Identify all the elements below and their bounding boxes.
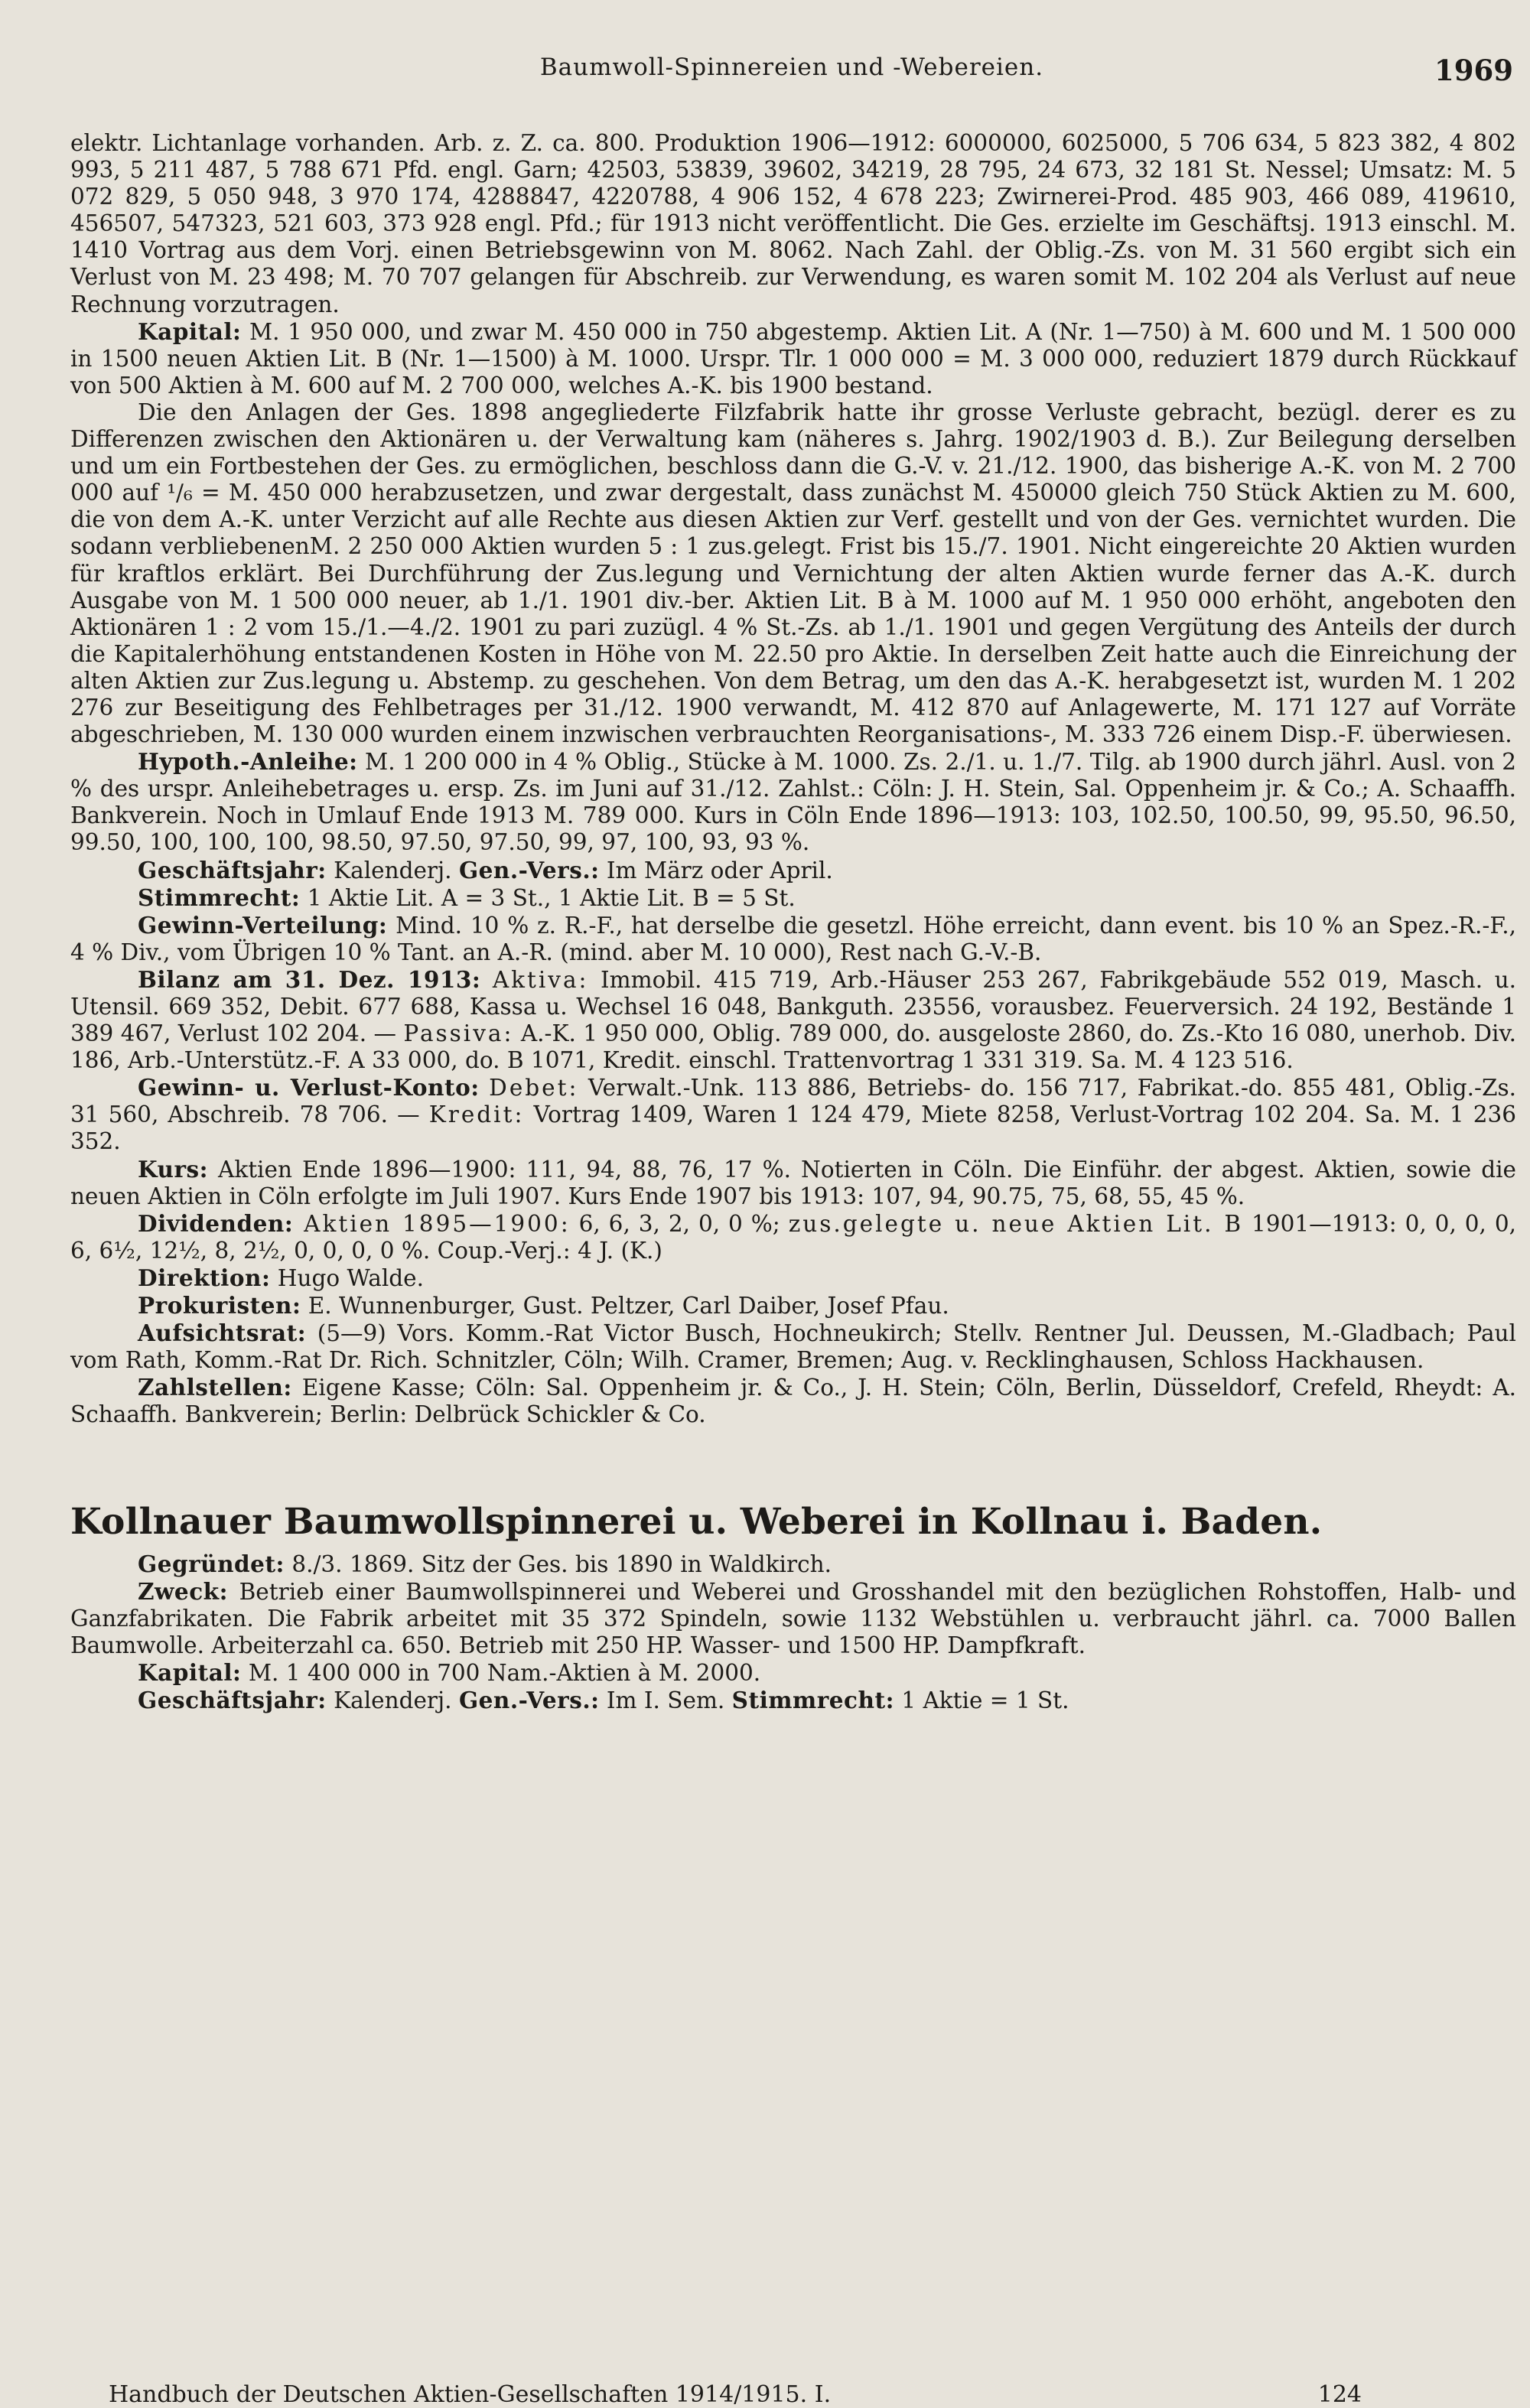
entry-paragraph-direktion	[70, 1264, 1516, 1292]
entry-paragraph-history	[70, 399, 1516, 748]
kapital-label: Kapital:	[138, 317, 242, 345]
zweck-text: Betrieb einer Baumwollspinnerei und Weberei und Grosshandel mit den bezüglichen Rohstoffen, Halb- und Ganzfabrikaten. Die Fabrik arbeitet mit 35 372 Spindeln, sowie 1132 Webstühlen u. verbraucht jährl. ca. 7000 Ballen Baumwolle. Arbeiterzahl ca. 650. Betrieb mit 250 HP. Wasser- und 1500 HP. Dampfkraft.	[70, 1578, 1516, 1658]
gegruendet-text: 8./3. 1869. Sitz der Ges. bis 1890 in Waldkirch.	[284, 1551, 832, 1577]
hypoth-label: Hypoth.-Anleihe:	[138, 748, 358, 776]
zahlstellen-label: Zahlstellen:	[138, 1374, 292, 1401]
entry-paragraph-gewinnverteilung	[70, 912, 1516, 966]
dividenden-label: Dividenden:	[138, 1209, 294, 1237]
entry-paragraph-geschaeftsjahr	[70, 857, 1516, 884]
kapital-2-label: Kapital:	[138, 1658, 242, 1686]
direktion-text: Hugo Walde.	[270, 1264, 425, 1291]
entry-paragraph-geschaeftsjahr-2	[70, 1687, 1516, 1714]
guv-debet-text: Verwalt.-Unk. 113 886, Betriebs- do. 156 717, Fabrikat.-do. 855 481, Oblig.-Zs. 31 560, Abschreib. 78 706. —	[70, 1075, 1516, 1128]
zahlstellen-text: Eigene Kasse; Cöln: Sal. Oppenheim jr. & Co., J. H. Stein; Cöln, Berlin, Düsseldorf, Crefeld, Rheydt: A. Schaaffh. Bankverein; Berlin: Delbrück Schickler & Co.	[70, 1375, 1516, 1428]
page-number: 1969	[1434, 54, 1513, 87]
entry-paragraph-dividenden	[70, 1210, 1516, 1264]
geschaeftsjahr-2-label: Geschäftsjahr:	[138, 1686, 327, 1713]
hypoth-text: M. 1 200 000 in 4 % Oblig., Stücke à M. 1000. Zs. 2./1. u. 1./7. Tilg. ab 1900 durch jährl. Ausl. von 2 % des urspr. Anleihebetrages u. ersp. Zs. im Juni auf 31./12. Zahlst.: Cöln: J. H. Stein, Sal. Oppenheim jr. & Co.; A. Schaaffh. Bankverein. Noch in Umlauf Ende 1913 M. 789 000. Kurs in Cöln Ende 1896—1913: 103, 102.50, 100.50, 99, 95.50, 96.50, 99.50, 100, 100, 100, 98.50, 97.50, 97.50, 99, 97, 100, 93, 93 %.	[70, 749, 1516, 856]
entry-paragraph-zahlstellen	[70, 1374, 1516, 1428]
stimmrecht-2-label: Stimmrecht:	[731, 1686, 894, 1713]
aufsichtsrat-text: (5—9) Vors. Komm.-Rat Victor Busch, Hochneukirch; Stellv. Rentner Jul. Deussen, M.-Gladbach; Paul vom Rath, Komm.-Rat Dr. Rich. Schnitzler, Cöln; Wilh. Cramer, Bremen; Aug. v. Recklinghausen, Schloss Hackhausen.	[70, 1320, 1516, 1374]
footer-source: Handbuch der Deutschen Aktien-Gesellschaften 1914/1915. I.	[109, 2381, 832, 2408]
dividenden-values-1: 6, 6, 3, 2, 0, 0 %;	[570, 1210, 789, 1237]
production-text: elektr. Lichtanlage vorhanden. Arb. z. Z. ca. 800. Produktion 1906—1912: 6000000, 6025000, 5 706 634, 5 823 382, 4 802 993, 5 211 487, 5 788 671 Pfd. engl. Garn; 42503, 53839, 39602, 34219, 28 795, 24 673, 32 181 St. Nessel; Umsatz: M. 5 072 829, 5 050 948, 3 970 174, 4288847, 4220788, 4 906 152, 4 678 223; Zwirnerei-Prod. 485 903, 466 089, 419610, 456507, 547323, 521 603, 373 928 engl. Pfd.; für 1913 nicht veröffentlicht. Die Ges. erzielte im Geschäftsj. 1913 einschl. M. 1410 Vortrag aus dem Vorj. einen Betriebsgewinn von M. 8062. Nach Zahl. der Oblig.-Zs. von M. 31 560 ergibt sich ein Verlust von M. 23 498; M. 70 707 gelangen für Abschreib. zur Verwendung, es waren somit M. 102 204 als Verlust auf neue Rechnung vorzutragen.	[70, 130, 1516, 317]
entry-paragraph-production	[70, 130, 1516, 318]
bilanz-aktiva-text: Immobil. 415 719, Arb.-Häuser 253 267, Fabrikgebäude 552 019, Masch. u. Utensil. 669 352, Debit. 677 688, Kassa u. Wechsel 16 048, Bankguth. 23556, vorausbez. Feuerversich. 24 192, Bestände 1 389 467, Verlust 102 204. —	[70, 966, 1516, 1047]
geschaeftsjahr-text: Kalenderj.	[326, 857, 459, 883]
page-footer	[109, 2381, 1362, 2408]
entry-paragraph-bilanz	[70, 966, 1516, 1074]
page-header	[70, 54, 1513, 87]
history-text: Die den Anlagen der Ges. 1898 angegliederte Filzfabrik hatte ihr grosse Verluste gebracht, bezügl. derer es zu Differenzen zwischen den Aktionären u. der Verwaltung kam (näheres s. Jahrg. 1902/1903 d. B.). Zur Beilegung derselben und um ein Fortbestehen der Ges. zu ermöglichen, beschloss dann die G.-V. v. 21./12. 1900, das bisherige A.-K. von M. 2 700 000 auf ¹/₆ = M. 450 000 herabzusetzen, und zwar dergestalt, dass zunächst M. 450000 gleich 750 Stück Aktien zu M. 600, die von dem A.-K. unter Verzicht auf alle Rechte aus diesen Aktien zur Verf. gestellt und von der Ges. vernichtet wurden. Die sodann verbliebenenM. 2 250 000 Aktien wurden 5 : 1 zus.gelegt. Frist bis 15./7. 1901. Nicht eingereichte 20 Aktien wurden für kraftlos erklärt. Bei Durchführung der Zus.legung und Vernichtung der alten Aktien wurde ferner das A.-K. durch Ausgabe von M. 1 500 000 neuer, ab 1./1. 1901 div.-ber. Aktien Lit. B à M. 1000 auf M. 1 950 000 erhöht, angeboten den Aktionären 1 : 2 vom 15./1.—4./2. 1901 zu pari zuzügl. 4 % St.-Zs. ab 1./1. 1901 und gegen Vergütung des Anteils der durch die Kapitalerhöhung entstandenen Kosten in Höhe von M. 22.50 pro Aktie. In derselben Zeit hatte auch die Einreichung der alten Aktien zur Zus.legung u. Abstemp. zu geschehen. Von dem Betrag, um den das A.-K. herabgesetzt ist, wurden M. 1 202 276 zur Beseitigung des Fehlbetrages per 31./12. 1900 verwandt, M. 412 870 auf Anlagewerte, M. 171 127 auf Vorräte abgeschrieben, M. 130 000 wurden einem inzwischen verbrauchten Reorganisations-, M. 333 726 einem Disp.-F. überwiesen.	[70, 399, 1516, 748]
entry-paragraph-kurs	[70, 1156, 1516, 1210]
aktiva-label: Aktiva:	[492, 966, 589, 993]
dividenden-values-2: 1901—1913: 0, 0, 0, 0, 6, 6½, 12½, 8, 2½, 0, 0, 0, 0 %. Coup.-Verj.: 4 J. (K.)	[70, 1210, 1517, 1264]
prokuristen-label: Prokuristen:	[138, 1292, 301, 1320]
running-title: Baumwoll-Spinnereien und -Webereien.	[539, 54, 1044, 81]
geschaeftsjahr-label: Geschäftsjahr:	[138, 856, 327, 883]
entry-paragraph-guv	[70, 1074, 1516, 1155]
kapital-text: M. 1 950 000, und zwar M. 450 000 in 750 abgestemp. Aktien Lit. A (Nr. 1—750) à M. 600 und M. 1 500 000 in 1500 neuen Aktien Lit. B (Nr. 1—1500) à M. 1000. Urspr. Tlr. 1 000 000 = M. 3 000 000, reduziert 1879 durch Rückkauf von 500 Aktien à M. 600 auf M. 2 700 000, welches A.-K. bis 1900 bestand.	[70, 318, 1516, 399]
stimmrecht-2-text: 1 Aktie = 1 St.	[894, 1687, 1069, 1713]
entry-paragraph-prokuristen	[70, 1292, 1516, 1320]
gen-vers-label: Gen.-Vers.:	[458, 856, 600, 883]
aufsichtsrat-label: Aufsichtsrat:	[138, 1320, 307, 1347]
direktion-label: Direktion:	[138, 1264, 271, 1291]
debet-label: Debet:	[489, 1075, 579, 1101]
stimmrecht-text: 1 Aktie Lit. A = 3 St., 1 Aktie Lit. B = 5 St.	[300, 884, 796, 911]
footer-signature: 124	[1317, 2381, 1362, 2408]
zweck-label: Zweck:	[138, 1577, 228, 1605]
bilanz-label: Bilanz am 31. Dez. 1913:	[138, 965, 481, 993]
entry-paragraph-kapital-2	[70, 1659, 1516, 1687]
page-body	[70, 130, 1516, 1714]
dividenden-aktien-label: Aktien 1895—1900:	[293, 1210, 571, 1237]
entry-paragraph-gegruendet	[70, 1551, 1516, 1578]
prokuristen-text: E. Wunnenburger, Gust. Peltzer, Carl Daiber, Josef Pfau.	[301, 1293, 949, 1320]
entry-paragraph-stimmrecht	[70, 884, 1516, 912]
dividenden-zus-label: zus.gelegte u. neue Aktien Lit. B	[788, 1210, 1244, 1237]
kapital-2-text: M. 1 400 000 in 700 Nam.-Aktien à M. 2000.	[241, 1659, 761, 1686]
kurs-label: Kurs:	[138, 1155, 208, 1183]
gewinnverteilung-text: Mind. 10 % z. R.-F., hat derselbe die gesetzl. Höhe erreicht, dann event. bis 10 % an Spez.-R.-F., 4 % Div., vom Übrigen 10 % Tant. an A.-R. (mind. aber M. 10 000), Rest nach G.-V.-B.	[70, 912, 1516, 965]
passiva-label: Passiva:	[403, 1020, 514, 1047]
gen-vers-text: Im März oder April.	[599, 857, 833, 883]
entry-paragraph-aufsichtsrat	[70, 1320, 1516, 1374]
gen-vers-2-label: Gen.-Vers.:	[458, 1686, 600, 1713]
entry-paragraph-zweck	[70, 1578, 1516, 1659]
kurs-text: Aktien Ende 1896—1900: 111, 94, 88, 76, 17 %. Notierten in Cöln. Die Einführ. der abgest. Aktien, sowie die neuen Aktien in Cöln erfolgte im Juli 1907. Kurs Ende 1907 bis 1913: 107, 94, 90.75, 75, 68, 55, 45 %.	[70, 1156, 1516, 1209]
bilanz-passiva-text: A.-K. 1 950 000, Oblig. 789 000, do. ausgeloste 2860, do. Zs.-Kto 16 080, unerhob. Div. 186, Arb.-Unterstütz.-F. A 33 000, do. B 1071, Kredit. einschl. Trattenvortrag 1 331 319. Sa. M. 4 123 516.	[70, 1020, 1516, 1074]
entry-paragraph-kapital	[70, 318, 1516, 399]
entry-paragraph-hypothek	[70, 748, 1516, 856]
company-title: Kollnauer Baumwollspinnerei u. Weberei in Kollnau i. Baden.	[70, 1500, 1323, 1543]
stimmrecht-label: Stimmrecht:	[138, 883, 301, 911]
gegruendet-label: Gegründet:	[138, 1550, 285, 1577]
geschaeftsjahr-2-text: Kalenderj.	[326, 1687, 459, 1713]
gewinnverteilung-label: Gewinn-Verteilung:	[138, 911, 388, 939]
guv-kredit-text: Vortrag 1409, Waren 1 124 479, Miete 8258, Verlust-Vortrag 102 204. Sa. M. 1 236 352.	[70, 1101, 1517, 1155]
guv-label: Gewinn- u. Verlust-Konto:	[138, 1074, 480, 1101]
gen-vers-2-text: Im I. Sem.	[599, 1687, 732, 1713]
kredit-label: Kredit:	[428, 1101, 525, 1128]
